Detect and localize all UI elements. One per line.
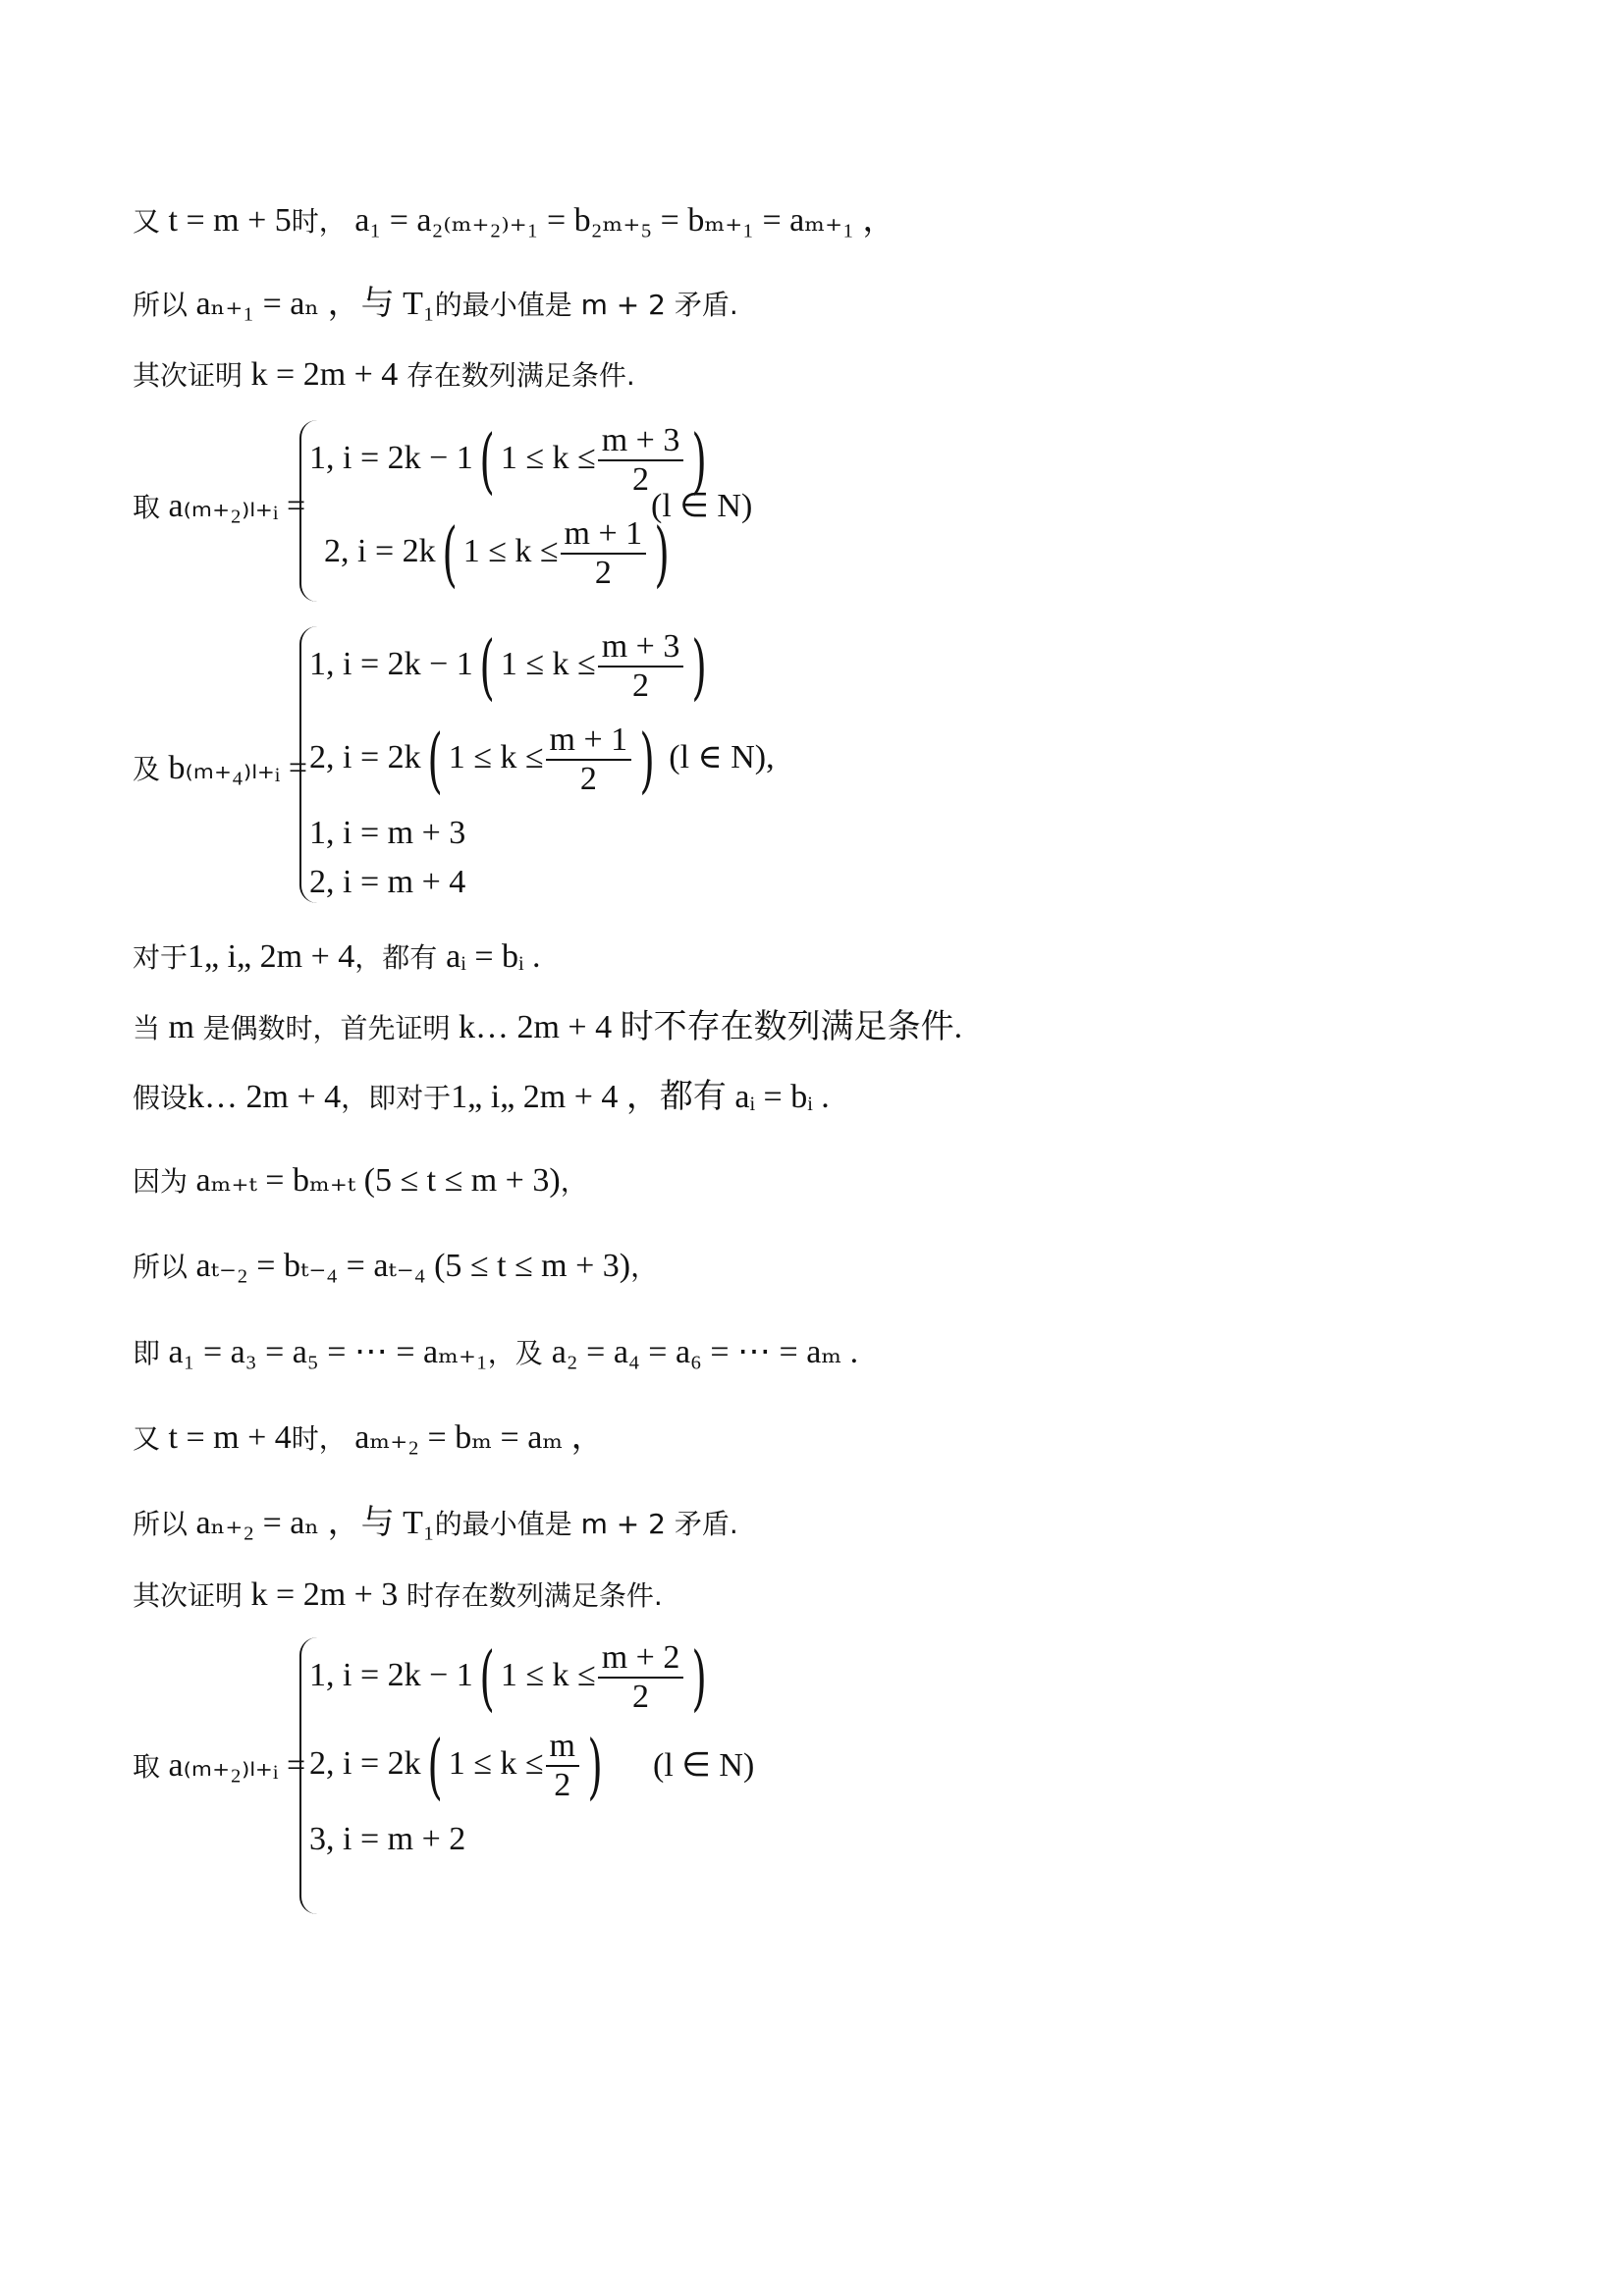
math-expression: T₁ [403, 286, 435, 322]
case-condition: 1 ≤ k ≤ [448, 1744, 544, 1782]
case-expression: 1, i = 2k − 1 [309, 645, 473, 682]
fraction [598, 628, 684, 705]
denominator: 2 [594, 555, 612, 591]
numerator: m + 2 [598, 1639, 684, 1679]
line-text: 存在数列满足条件. [406, 359, 635, 392]
lhs-expression: a₍ₘ₊₂₎ₗ₊ᵢ = [168, 1747, 306, 1784]
case-expression: 1, i = 2k − 1 [309, 439, 473, 476]
line-prefix: 其次证明 [133, 359, 244, 392]
line-prefix: 又 [133, 205, 161, 238]
system-label [133, 1745, 305, 1785]
numerator: m + 1 [546, 721, 632, 761]
piecewise-definition-b [133, 618, 820, 913]
fraction [546, 721, 632, 798]
line-text: 时存在数列满足条件. [406, 1579, 663, 1612]
piecewise-definition-a [133, 412, 820, 609]
case-row [309, 815, 465, 852]
fraction [598, 1639, 684, 1716]
line-prefix: 因为 [133, 1165, 189, 1198]
math-expression: k… 2m + 4 [188, 1079, 342, 1115]
line-text: 的最小值是 m + 2 矛盾. [434, 289, 738, 321]
denominator: 2 [554, 1767, 571, 1803]
line-prefix: 其次证明 [133, 1579, 244, 1612]
case-row: 1, i = 2k − 1( 1 ≤ k ≤ $\frac{m + 2}{2}$ ) [309, 1636, 708, 1719]
case-condition: 1 ≤ k ≤ [448, 738, 544, 775]
text-line [133, 1418, 605, 1459]
math-expression: aₙ₊₁ = aₙ ，与 [188, 286, 404, 322]
case-row: 2, i = 2k( 1 ≤ k ≤ $\frac{m + 1}{2}$ ) [324, 512, 670, 595]
math-expression: aᵢ = bᵢ . [446, 938, 541, 975]
case-expression: 1, i = 2k − 1 [309, 1656, 473, 1693]
case-row [309, 1821, 465, 1858]
numerator: m + 3 [598, 628, 684, 667]
text-line [133, 1008, 962, 1048]
case-row: 1, i = 2k − 1( 1 ≤ k ≤ $\frac{m + 3}{2}$ ) [309, 625, 708, 708]
system-label [133, 748, 307, 787]
line-prefix: 对于 [133, 941, 189, 974]
case-expression: 1, i = m + 3 [309, 815, 466, 851]
numerator: m [546, 1728, 579, 1767]
system-label [133, 486, 305, 525]
line-text: ，都有 [354, 941, 447, 974]
case-condition: 1 ≤ k ≤ [462, 532, 559, 569]
label-text: 取 [133, 1750, 161, 1783]
case-expression: 2, i = 2k [309, 1744, 421, 1782]
line-text: 时， [291, 205, 347, 238]
domain-note: (l ∈ N) [651, 488, 753, 524]
text-line [133, 355, 635, 396]
lhs-expression: b₍ₘ₊₄₎ₗ₊ᵢ = [168, 750, 308, 786]
denominator: 2 [632, 667, 650, 704]
line-prefix: 即 [133, 1337, 161, 1369]
line-text: ， [630, 1251, 659, 1283]
case-row: 2, i = 2k( 1 ≤ k ≤ $\frac{m + 1}{2}$ ) (l ∈ N), [309, 719, 775, 801]
math-expression: m [160, 1009, 203, 1045]
text-line [133, 1333, 858, 1373]
numerator: m + 3 [598, 422, 684, 461]
line-text: 时， [291, 1422, 347, 1455]
label-text: 取 [133, 491, 161, 523]
line-prefix: 所以 [133, 289, 189, 321]
domain-note: (l ∈ N) [653, 1747, 755, 1784]
denominator: 2 [632, 1679, 650, 1715]
math-expression: 1„ i„ 2m + 4 [188, 938, 355, 975]
math-expression: t = m + 5 [160, 202, 292, 239]
text-line [133, 1161, 588, 1201]
text-line [133, 1504, 738, 1544]
line-text: ，及 [487, 1337, 552, 1369]
line-text: 是偶数时，首先证明 [202, 1012, 451, 1044]
case-row: 1, i = 2k − 1( 1 ≤ k ≤ $\frac{m + 3}{2}$ ) [309, 419, 708, 502]
text-line [133, 937, 541, 978]
text-line [133, 201, 895, 241]
math-expression: k… 2m + 4 时不存在数列满足条件. [450, 1009, 963, 1045]
math-expression: a₁ = a₃ = a₅ = ⋯ = aₘ₊₁ [160, 1334, 488, 1370]
math-expression: a₂ = a₄ = a₆ = ⋯ = aₘ . [551, 1334, 859, 1370]
line-prefix: 所以 [133, 1508, 189, 1540]
case-condition: 1 ≤ k ≤ [500, 645, 596, 682]
math-expression: aₙ₊₂ = aₙ ，与 [188, 1505, 404, 1541]
fraction [546, 1728, 579, 1804]
math-expression: aₘ₊ₜ = bₘ₊ₜ (5 ≤ t ≤ m + 3) [188, 1162, 561, 1199]
denominator: 2 [632, 461, 650, 498]
text-line [133, 1575, 663, 1616]
piecewise-definition-a-even [133, 1629, 918, 1924]
denominator: 2 [579, 761, 597, 797]
math-expression: a₁ = a₂₍ₘ₊₂₎₊₁ = b₂ₘ₊₅ = bₘ₊₁ = aₘ₊₁ ， [346, 202, 896, 239]
domain-note: (l ∈ N), [669, 738, 775, 775]
case-condition: 1 ≤ k ≤ [500, 1656, 596, 1693]
text-line [133, 1247, 658, 1287]
line-prefix: 当 [133, 1012, 161, 1044]
math-expression: 1„ i„ 2m + 4 ，都有 aᵢ = bᵢ . [451, 1079, 830, 1115]
math-expression: T₁ [403, 1505, 435, 1541]
math-expression: k = 2m + 4 [243, 356, 406, 393]
case-expression: 3, i = m + 2 [309, 1821, 466, 1857]
case-expression: 2, i = m + 4 [309, 864, 466, 900]
line-text: ，即对于 [341, 1082, 452, 1114]
math-expression: k = 2m + 3 [243, 1576, 406, 1613]
line-prefix: 所以 [133, 1251, 189, 1283]
math-expression: t = m + 4 [160, 1419, 292, 1456]
lhs-expression: a₍ₘ₊₂₎ₗ₊ᵢ = [168, 488, 306, 524]
math-expression: aₘ₊₂ = bₘ = aₘ ， [346, 1419, 605, 1456]
line-text: 的最小值是 m + 2 矛盾. [434, 1508, 738, 1540]
case-expression: 2, i = 2k [309, 738, 421, 775]
label-text: 及 [133, 753, 161, 785]
case-expression: 2, i = 2k [324, 532, 436, 569]
case-condition: 1 ≤ k ≤ [500, 439, 596, 476]
case-row: 2, i = 2k( 1 ≤ k ≤ $\frac{m}{2}$ ) [309, 1725, 603, 1807]
fraction [561, 515, 647, 592]
line-prefix: 假设 [133, 1082, 189, 1114]
math-expression: aₜ₋₂ = bₜ₋₄ = aₜ₋₄ (5 ≤ t ≤ m + 3) [188, 1248, 631, 1284]
text-line [133, 285, 738, 325]
line-prefix: 又 [133, 1422, 161, 1455]
case-row [309, 864, 465, 901]
line-text: ， [560, 1165, 588, 1198]
numerator: m + 1 [561, 515, 647, 555]
text-line [133, 1078, 830, 1118]
